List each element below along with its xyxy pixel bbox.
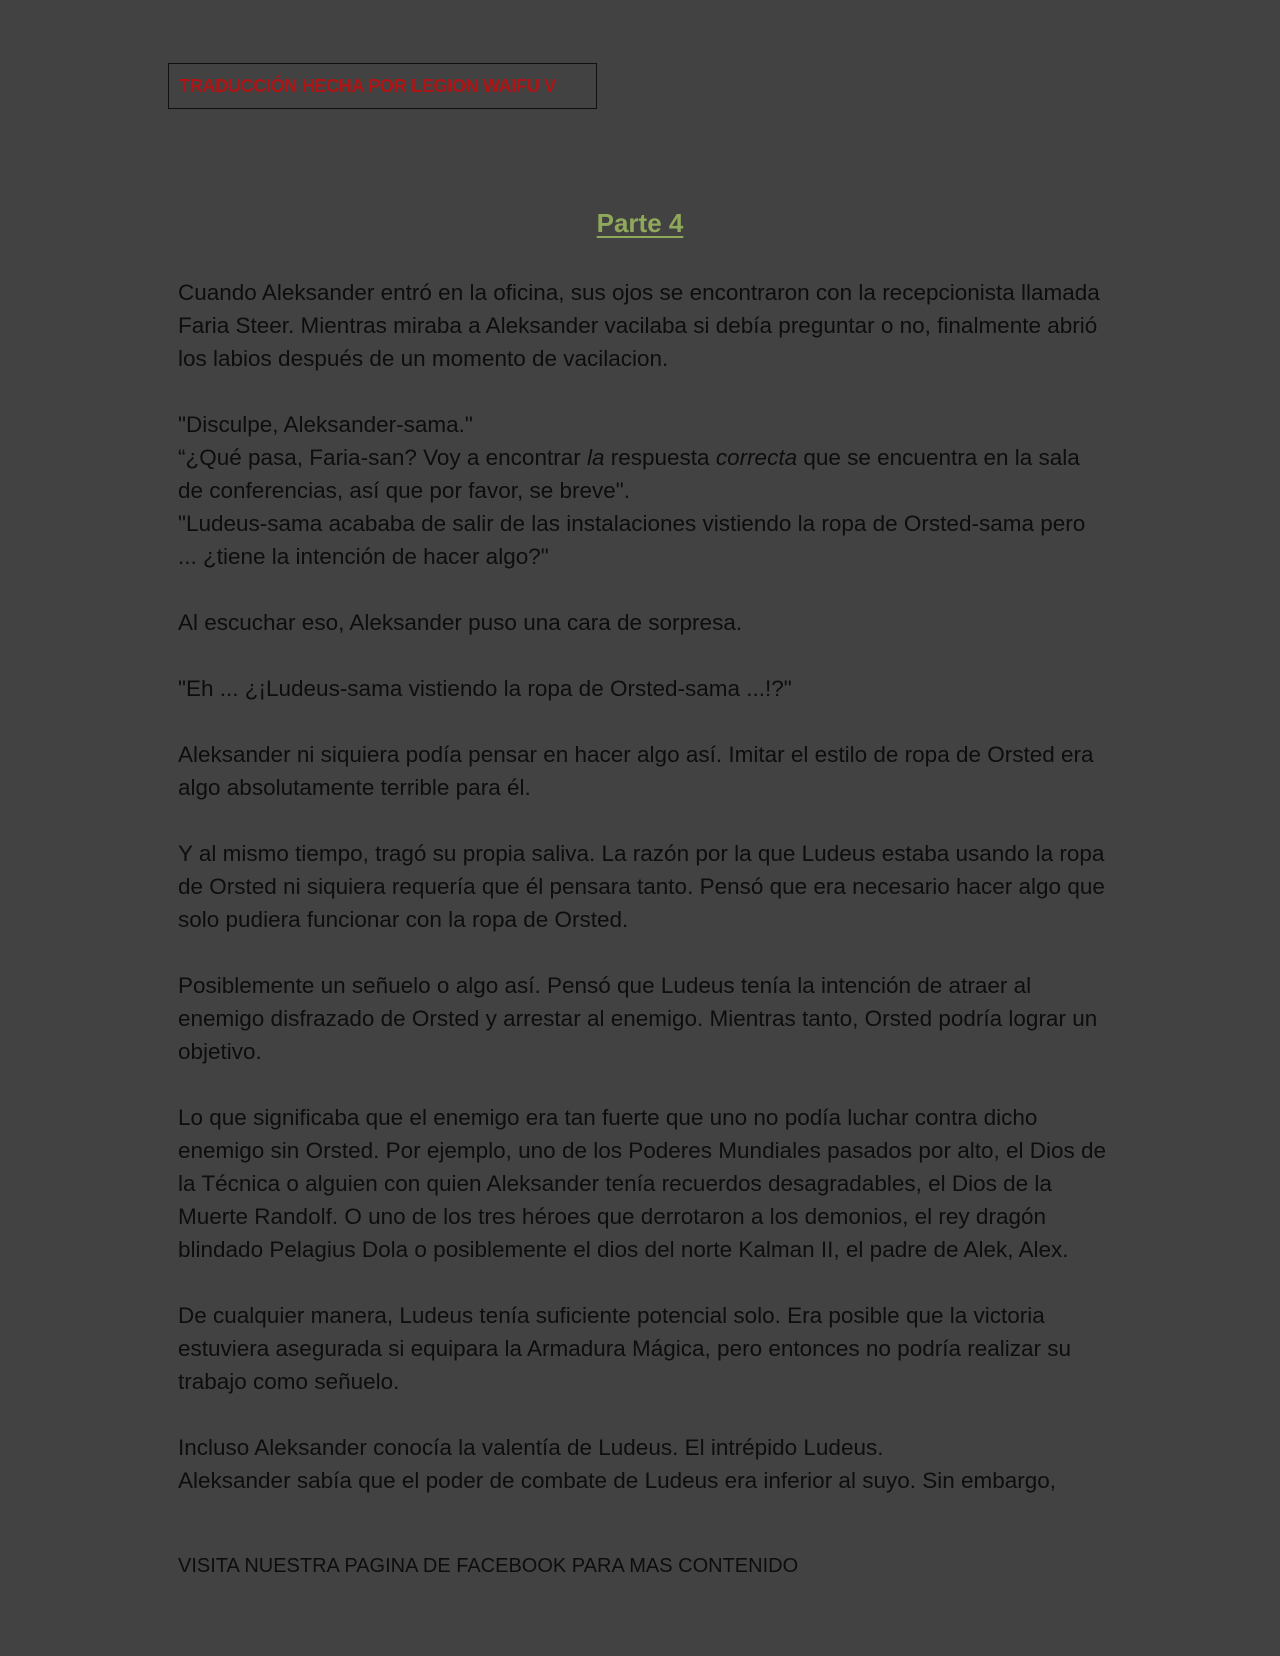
dialogue-line-2-part-e: que se encuentra en la sala de conferencias, así que por favor, se breve". [178,445,1080,503]
paragraph-9: Incluso Aleksander conocía la valentía de Ludeus. El intrépido Ludeus. [178,1435,884,1460]
translation-credit-box [168,63,597,109]
paragraph-3: "Eh ... ¿¡Ludeus-sama vistiendo la ropa de Orsted-sama ...!?" [178,676,792,701]
dialogue-line-2-part-a: “¿Qué pasa, Faria-san? Voy a encontrar [178,445,587,470]
dialogue-line-1: "Disculpe, Aleksander-sama." [178,412,473,437]
dialogue-line-3: "Ludeus-sama acababa de salir de las instalaciones vistiendo la ropa de Orsted-sama pero ... ¿tiene la intención de hacer algo?" [178,511,1086,569]
chapter-title: Parte 4 [596,208,684,238]
paragraph-4: Aleksander ni siquiera podía pensar en hacer algo así. Imitar el estilo de ropa de Orsted era algo absolutamente terrible para él. [178,742,1094,800]
paragraph-1: Cuando Aleksander entró en la oficina, sus ojos se encontraron con la recepcionista llamada Faria Steer. Mientras miraba a Aleksander vacilaba si debía preguntar o no, finalmente abrió los labios después de un momento de vacilacion. [178,280,1100,371]
paragraph-6: Posiblemente un señuelo o algo así. Pensó que Ludeus tenía la intención de atraer al enemigo disfrazado de Orsted y arrestar al enemigo. Mientras tanto, Orsted podría lograr un objetivo. [178,973,1098,1064]
footer-facebook-note: VISITA NUESTRA PAGINA DE FACEBOOK PARA MAS CONTENIDO [178,1555,799,1577]
story-body [178,276,1108,1497]
paragraph-2: Al escuchar eso, Aleksander puso una cara de sorpresa. [178,610,743,635]
dialogue-line-2-italic-correcta: correcta [715,445,798,470]
dialogue-line-2-italic-la: la [586,445,605,470]
paragraph-10: Aleksander sabía que el poder de combate de Ludeus era inferior al suyo. Sin embargo, [178,1468,1057,1493]
paragraph-7: Lo que significaba que el enemigo era tan fuerte que uno no podía luchar contra dicho enemigo sin Orsted. Por ejemplo, uno de los Poderes Mundiales pasados por alto, el Dios de la Técnica o alguien con quien Aleksander tenía recuerdos desagradables, el Dios de la Muerte Randolf. O uno de los tres héroes que derrotaron a los demonios, el rey dragón blindado Pelagius Dola o posiblemente el dios del norte Kalman II, el padre de Alek, Alex. [178,1105,1107,1262]
paragraph-8: De cualquier manera, Ludeus tenía suficiente potencial solo. Era posible que la victoria estuviera asegurada si equipara la Armadura Mágica, pero entonces no podría realizar su trabajo como señuelo. [178,1303,1072,1394]
dialogue-line-2-part-c: respuesta [604,445,716,470]
dialogue-line-2 [178,441,1108,507]
translation-credit-text: TRADUCCIÓN HECHA POR LEGION WAIFU V [179,76,556,96]
paragraph-5: Y al mismo tiempo, tragó su propia saliva. La razón por la que Ludeus estaba usando la ropa de Orsted ni siquiera requería que él pensara tanto. Pensó que era necesario hacer algo que solo pudiera funcionar con la ropa de Orsted. [178,841,1105,932]
